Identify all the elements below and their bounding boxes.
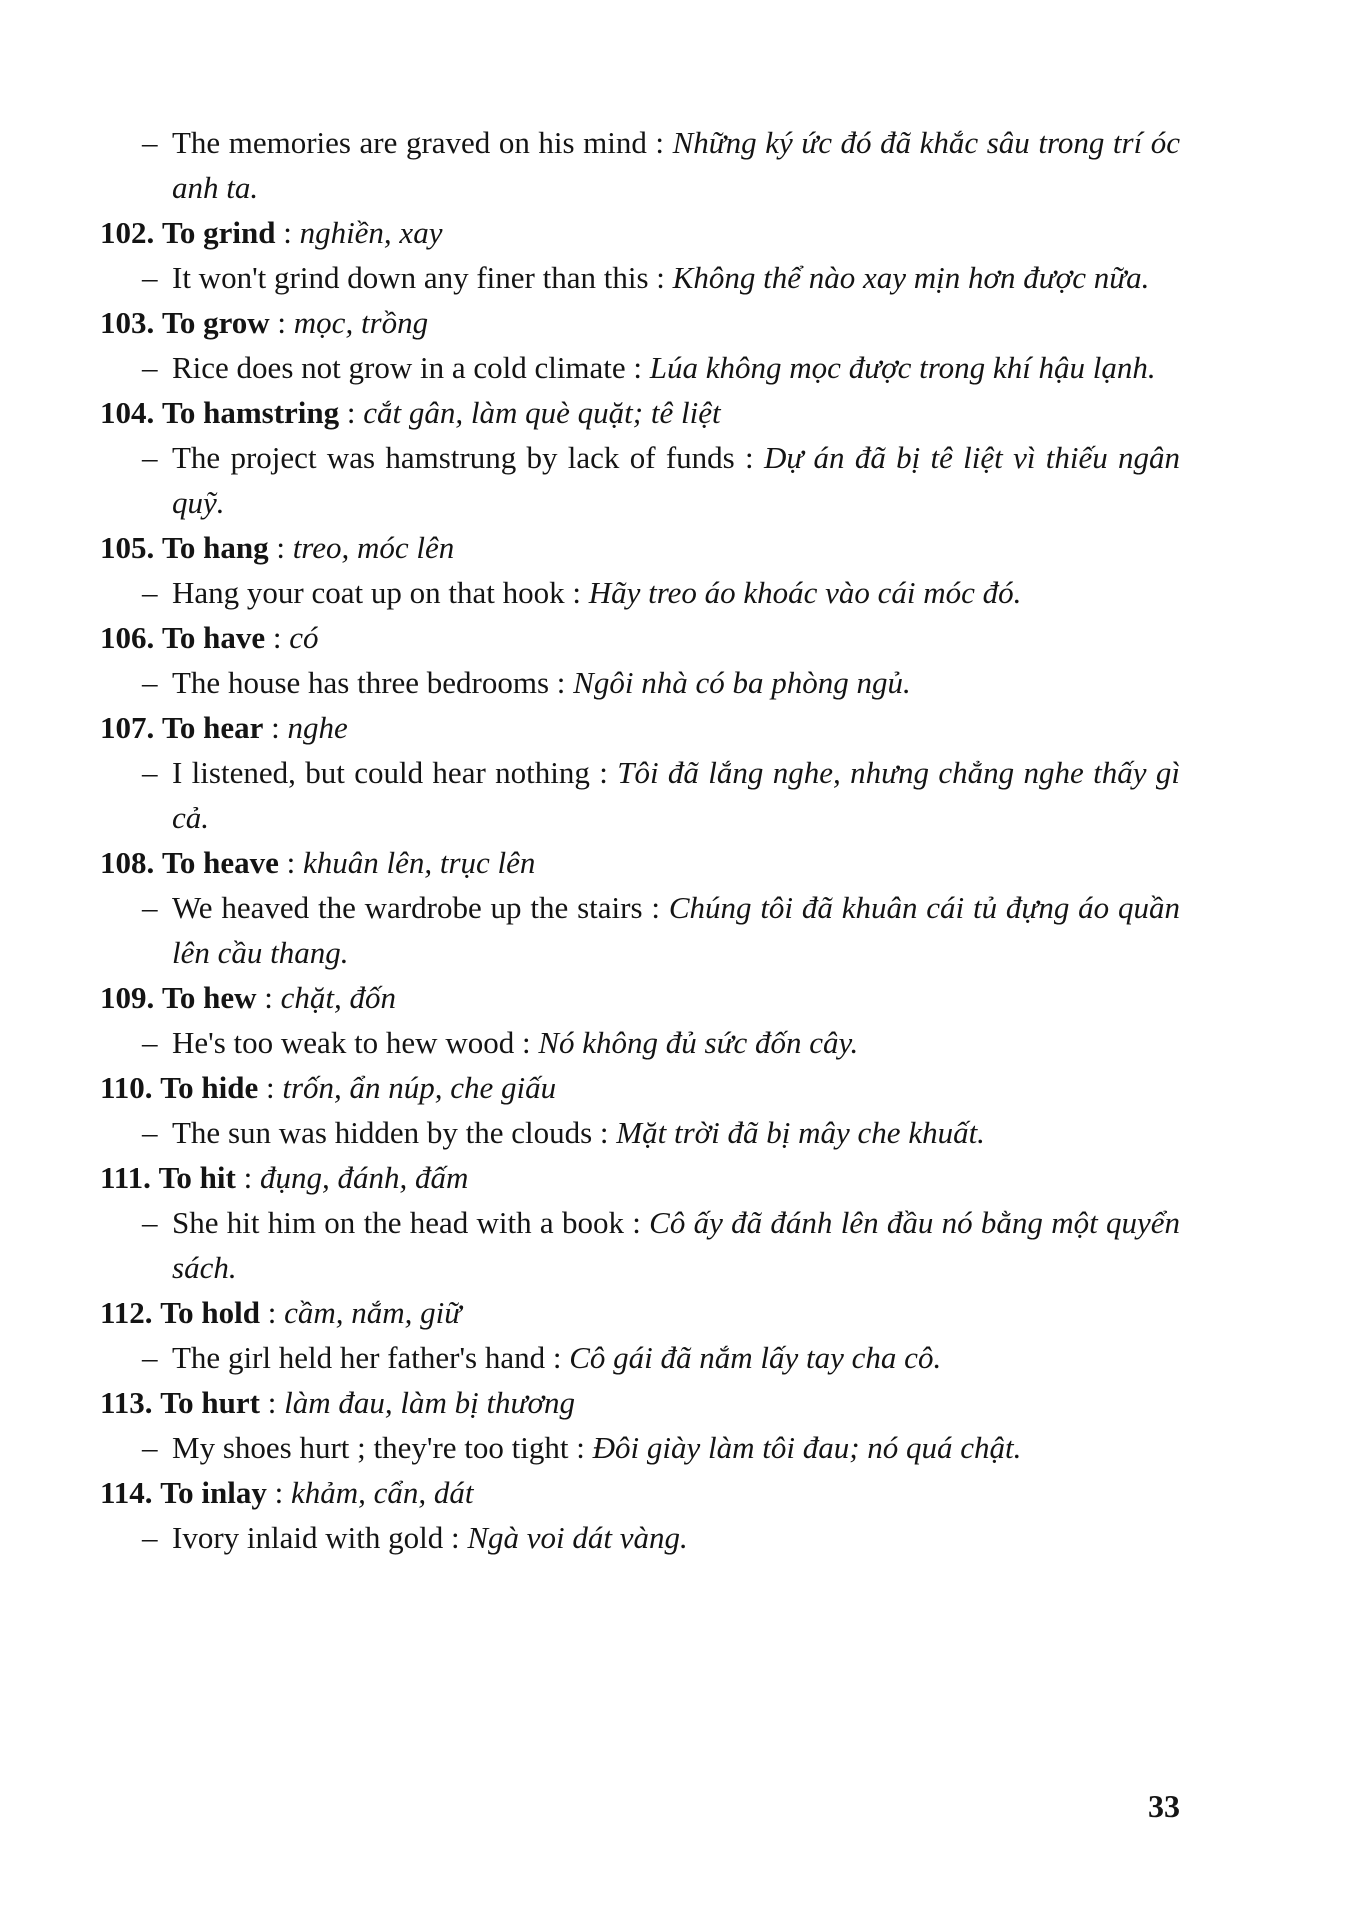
- entry-gloss: đụng, đánh, đấm: [259, 1160, 469, 1195]
- entry-106: [100, 615, 1180, 705]
- dash: –: [142, 1115, 158, 1150]
- separator: :: [271, 710, 280, 745]
- entry-head: [100, 300, 1180, 345]
- example-vi: Cô ấy đã đánh lên đầu nó bằng một quyển sách.: [172, 1205, 1180, 1285]
- entry-gloss: khảm, cẩn, dát: [290, 1475, 474, 1510]
- example-vi: Hãy treo áo khoác vào cái móc đó.: [588, 575, 1022, 610]
- entry-gloss: chặt, đốn: [280, 980, 396, 1015]
- entry-term: To grow: [162, 305, 270, 340]
- example-en: He's too weak to hew wood :: [172, 1025, 531, 1060]
- entry-example: [100, 1020, 1180, 1065]
- example-vi: Ngôi nhà có ba phòng ngủ.: [573, 665, 911, 700]
- entry-head: [100, 1290, 1180, 1335]
- entry-term: To hew: [162, 980, 257, 1015]
- example-en: She hit him on the head with a book :: [172, 1205, 641, 1240]
- entry-head: [100, 210, 1180, 255]
- example-vi: Những ký ức đó đã khắc sâu trong trí óc anh ta.: [172, 125, 1181, 205]
- entry-list: [100, 120, 1180, 1560]
- entry-number: 112.: [100, 1295, 153, 1330]
- example-en: It won't grind down any finer than this :: [172, 260, 665, 295]
- entry-111: [100, 1155, 1180, 1290]
- dash: –: [142, 1430, 158, 1465]
- separator: :: [274, 1475, 284, 1510]
- entry-example: [100, 255, 1180, 300]
- entry-term: To heave: [162, 845, 279, 880]
- example-vi: Dự án đã bị tê liệt vì thiếu ngân quỹ.: [172, 440, 1181, 520]
- entry-term: To hurt: [160, 1385, 260, 1420]
- example-vi: Cô gái đã nắm lấy tay cha cô.: [569, 1340, 942, 1375]
- dash: –: [142, 1205, 158, 1240]
- entry-112: [100, 1290, 1180, 1380]
- entry-head: [100, 1065, 1180, 1110]
- example-en: Hang your coat up on that hook :: [172, 575, 581, 610]
- entry-number: 113.: [100, 1385, 153, 1420]
- example-vi: Nó không đủ sức đốn cây.: [538, 1025, 859, 1060]
- entry-gloss: nghiền, xay: [299, 215, 443, 250]
- dash: –: [142, 125, 158, 160]
- example-vi: Ngà voi dát vàng.: [467, 1520, 688, 1555]
- entry-110: [100, 1065, 1180, 1155]
- entry-term: To hamstring: [162, 395, 340, 430]
- entry-example: [100, 750, 1180, 840]
- entry-head: [100, 390, 1180, 435]
- dash: –: [142, 1340, 158, 1375]
- dash: –: [142, 665, 158, 700]
- entry-number: 105.: [100, 530, 155, 565]
- entry-term: To inlay: [160, 1475, 267, 1510]
- entry-gloss: có: [289, 620, 319, 655]
- entry-108: [100, 840, 1180, 975]
- separator: :: [346, 395, 356, 430]
- separator: :: [276, 530, 285, 565]
- entry-head: [100, 525, 1180, 570]
- entry-example: [100, 435, 1180, 525]
- entry-number: 109.: [100, 980, 155, 1015]
- separator: :: [264, 980, 273, 1015]
- entry-102: [100, 210, 1180, 300]
- separator: :: [267, 1295, 277, 1330]
- entry-107: [100, 705, 1180, 840]
- entry-109: [100, 975, 1180, 1065]
- entry-head: [100, 1155, 1180, 1200]
- separator: :: [286, 845, 296, 880]
- entry-number: 102.: [100, 215, 155, 250]
- entry-number: 104.: [100, 395, 155, 430]
- entry-number: 106.: [100, 620, 155, 655]
- entry-head: [100, 1470, 1180, 1515]
- example-en: I listened, but could hear nothing :: [172, 755, 608, 790]
- entry-gloss: làm đau, làm bị thương: [284, 1385, 576, 1420]
- entry-114: [100, 1470, 1180, 1560]
- entry-gloss: treo, móc lên: [292, 530, 455, 565]
- entry-term: To hold: [160, 1295, 260, 1330]
- example-en: Rice does not grow in a cold climate :: [172, 350, 643, 385]
- example-en: The project was hamstrung by lack of funds :: [172, 440, 754, 475]
- entry-example: [100, 660, 1180, 705]
- example-en: Ivory inlaid with gold :: [172, 1520, 460, 1555]
- entry-example: [100, 1425, 1180, 1470]
- entry-number: 108.: [100, 845, 155, 880]
- entry-term: To have: [162, 620, 266, 655]
- entry-term: To hit: [158, 1160, 236, 1195]
- entry-example: [100, 1110, 1180, 1155]
- example-vi: Đôi giày làm tôi đau; nó quá chật.: [592, 1430, 1022, 1465]
- example-en: The memories are graved on his mind :: [172, 125, 665, 160]
- dash: –: [142, 1025, 158, 1060]
- entry-head: [100, 705, 1180, 750]
- entry-term: To hear: [162, 710, 264, 745]
- entry-gloss: cắt gân, làm què quặt; tê liệt: [363, 395, 721, 430]
- example-en: We heaved the wardrobe up the stairs :: [172, 890, 660, 925]
- example-vi: Không thể nào xay mịn hơn được nữa.: [672, 260, 1150, 295]
- entry-example: [100, 885, 1180, 975]
- dash: –: [142, 440, 158, 475]
- entry-head: [100, 615, 1180, 660]
- example-vi: Lúa không mọc được trong khí hậu lạnh.: [649, 350, 1156, 385]
- entry-number: 111.: [100, 1160, 151, 1195]
- entry-104: [100, 390, 1180, 525]
- example-en: My shoes hurt ; they're too tight :: [172, 1430, 585, 1465]
- example-vi: Mặt trời đã bị mây che khuất.: [616, 1115, 985, 1150]
- entry-gloss: trốn, ẩn núp, che giấu: [282, 1070, 557, 1105]
- dash: –: [142, 1520, 158, 1555]
- dash: –: [142, 350, 158, 385]
- dash: –: [142, 890, 158, 925]
- separator: :: [283, 215, 292, 250]
- entry-term: To hang: [162, 530, 269, 565]
- entry-gloss: khuân lên, trục lên: [302, 845, 536, 880]
- entry-example: [100, 345, 1180, 390]
- entry-number: 114.: [100, 1475, 153, 1510]
- example-en: The sun was hidden by the clouds :: [172, 1115, 609, 1150]
- entry-gloss: nghe: [287, 710, 348, 745]
- example-en: The house has three bedrooms :: [172, 665, 566, 700]
- entry-103: [100, 300, 1180, 390]
- separator: :: [243, 1160, 253, 1195]
- separator: :: [277, 305, 287, 340]
- example-vi: Tôi đã lắng nghe, nhưng chẳng nghe thấy gì cả.: [172, 755, 1181, 835]
- entry-example: [100, 570, 1180, 615]
- example-vi: Chúng tôi đã khuân cái tủ đựng áo quần lên cầu thang.: [172, 890, 1180, 970]
- entry-113: [100, 1380, 1180, 1470]
- example-en: The girl held her father's hand :: [172, 1340, 562, 1375]
- dash: –: [142, 575, 158, 610]
- entry-term: To grind: [162, 215, 276, 250]
- entry-head: [100, 840, 1180, 885]
- dash: –: [142, 755, 158, 790]
- entry-head: [100, 975, 1180, 1020]
- entry-example: [100, 1335, 1180, 1380]
- entry-105: [100, 525, 1180, 615]
- entry-gloss: cầm, nắm, giữ: [284, 1295, 462, 1330]
- separator: :: [267, 1385, 277, 1420]
- entry-number: 110.: [100, 1070, 153, 1105]
- dash: –: [142, 260, 158, 295]
- entry-head: [100, 1380, 1180, 1425]
- separator: :: [272, 620, 282, 655]
- entry-term: To hide: [160, 1070, 259, 1105]
- entry-number: 107.: [100, 710, 155, 745]
- continuation-example: [100, 120, 1180, 210]
- entry-example: [100, 1515, 1180, 1560]
- page-number: 33: [1148, 1788, 1180, 1824]
- entry-number: 103.: [100, 305, 155, 340]
- entry-gloss: mọc, trồng: [293, 305, 429, 340]
- separator: :: [265, 1070, 275, 1105]
- entry-example: [100, 1200, 1180, 1290]
